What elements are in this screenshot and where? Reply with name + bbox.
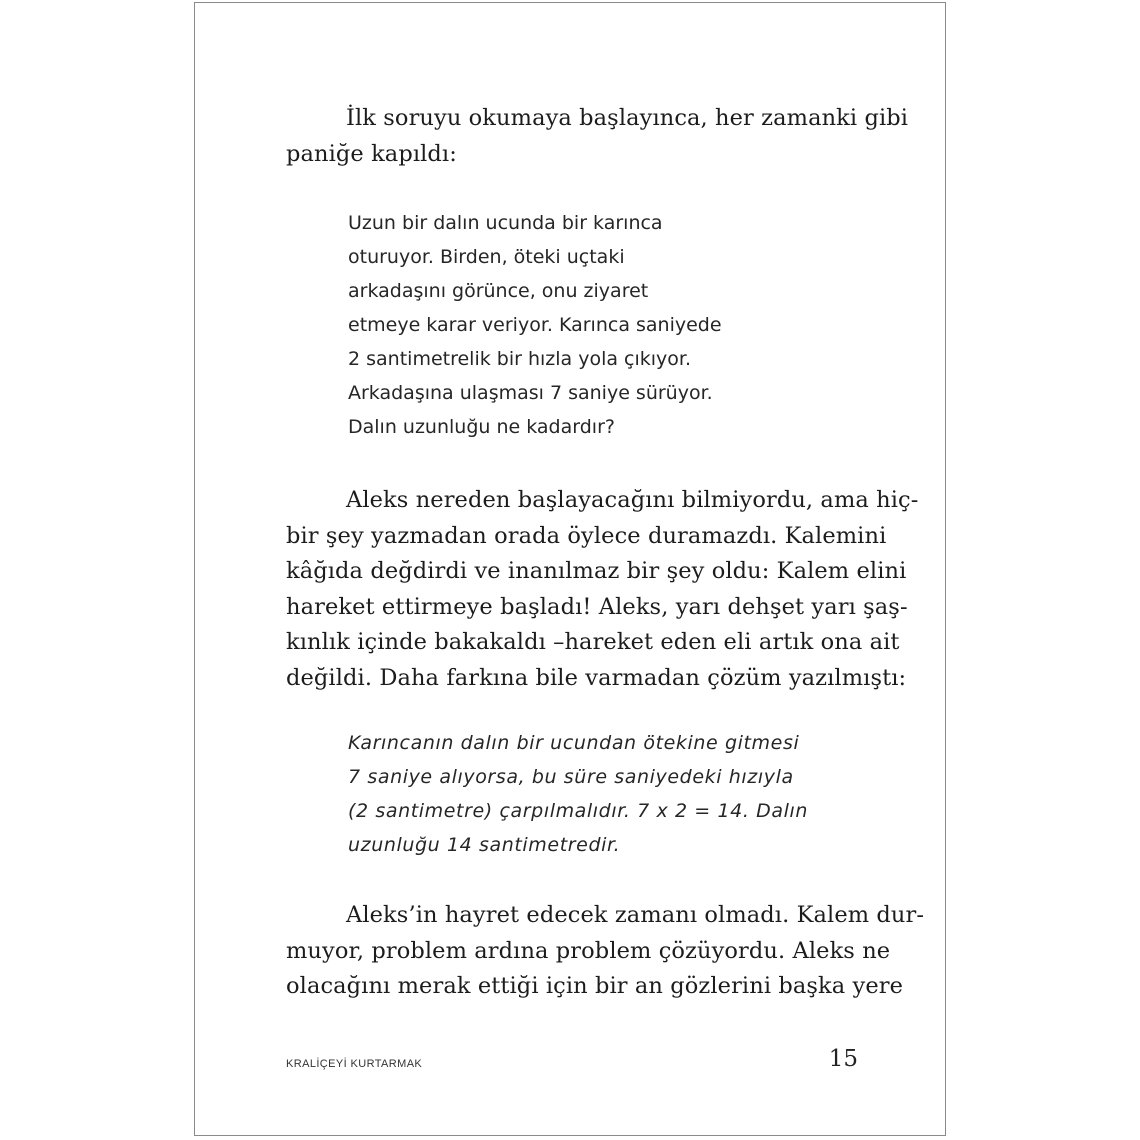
text-line: Aleks nereden başlayacağını bilmiyordu, ama hiç- [346, 487, 919, 513]
solution-line: Karıncanın dalın bir ucundan ötekine gitmesi [348, 732, 800, 754]
problem-line: Dalın uzunluğu ne kadardır? [348, 416, 615, 438]
text-line: kâğıda değdirdi ve inanılmaz bir şey oldu: Kalem elini [286, 558, 907, 584]
text-line: İlk soruyu okumaya başlayınca, her zamanki gibi [346, 105, 909, 131]
text-line: Aleks’in hayret edecek zamanı olmadı. Kalem dur- [346, 902, 925, 928]
text-line: muyor, problem ardına problem çözüyordu. Aleks ne [286, 937, 891, 964]
paragraph-no-time [286, 898, 925, 1005]
solution-line: uzunluğu 14 santimetredir. [348, 834, 621, 856]
paragraph-intro [286, 101, 909, 172]
text-line: hareket ettirmeye başladı! Aleks, yarı dehşet yarı şaş- [286, 593, 908, 620]
handwritten-solution [348, 726, 808, 862]
problem-statement [348, 206, 722, 444]
text-line: kınlık içinde bakakaldı –hareket eden eli artık ona ait [286, 629, 900, 655]
text-line: paniğe kapıldı: [286, 140, 457, 167]
problem-line: etmeye karar veriyor. Karınca saniyede [348, 314, 722, 336]
text-line: olacağını merak ettiği için bir an gözlerini başka yere [286, 973, 904, 999]
problem-line: 2 santimetrelik bir hızla yola çıkıyor. [348, 348, 692, 370]
solution-line: (2 santimetre) çarpılmalıdır. 7 x 2 = 14. Dalın [348, 800, 808, 822]
text-line: bir şey yazmadan orada öylece duramazdı. Kalemini [286, 522, 887, 549]
problem-line: Arkadaşına ulaşması 7 saniye sürüyor. [348, 382, 713, 404]
problem-line: Uzun bir dalın ucunda bir karınca [348, 212, 663, 234]
running-footer-title: KRALİÇEYİ KURTARMAK [286, 1058, 423, 1070]
text-line: değildi. Daha farkına bile varmadan çözüm yazılmıştı: [286, 664, 907, 691]
page-number: 15 [828, 1046, 858, 1072]
paragraph-aleks-pen [286, 483, 919, 696]
problem-line: oturuyor. Birden, öteki uçtaki [348, 246, 625, 268]
solution-line: 7 saniye alıyorsa, bu süre saniyedeki hızıyla [348, 766, 794, 788]
problem-line: arkadaşını görünce, onu ziyaret [348, 280, 649, 302]
